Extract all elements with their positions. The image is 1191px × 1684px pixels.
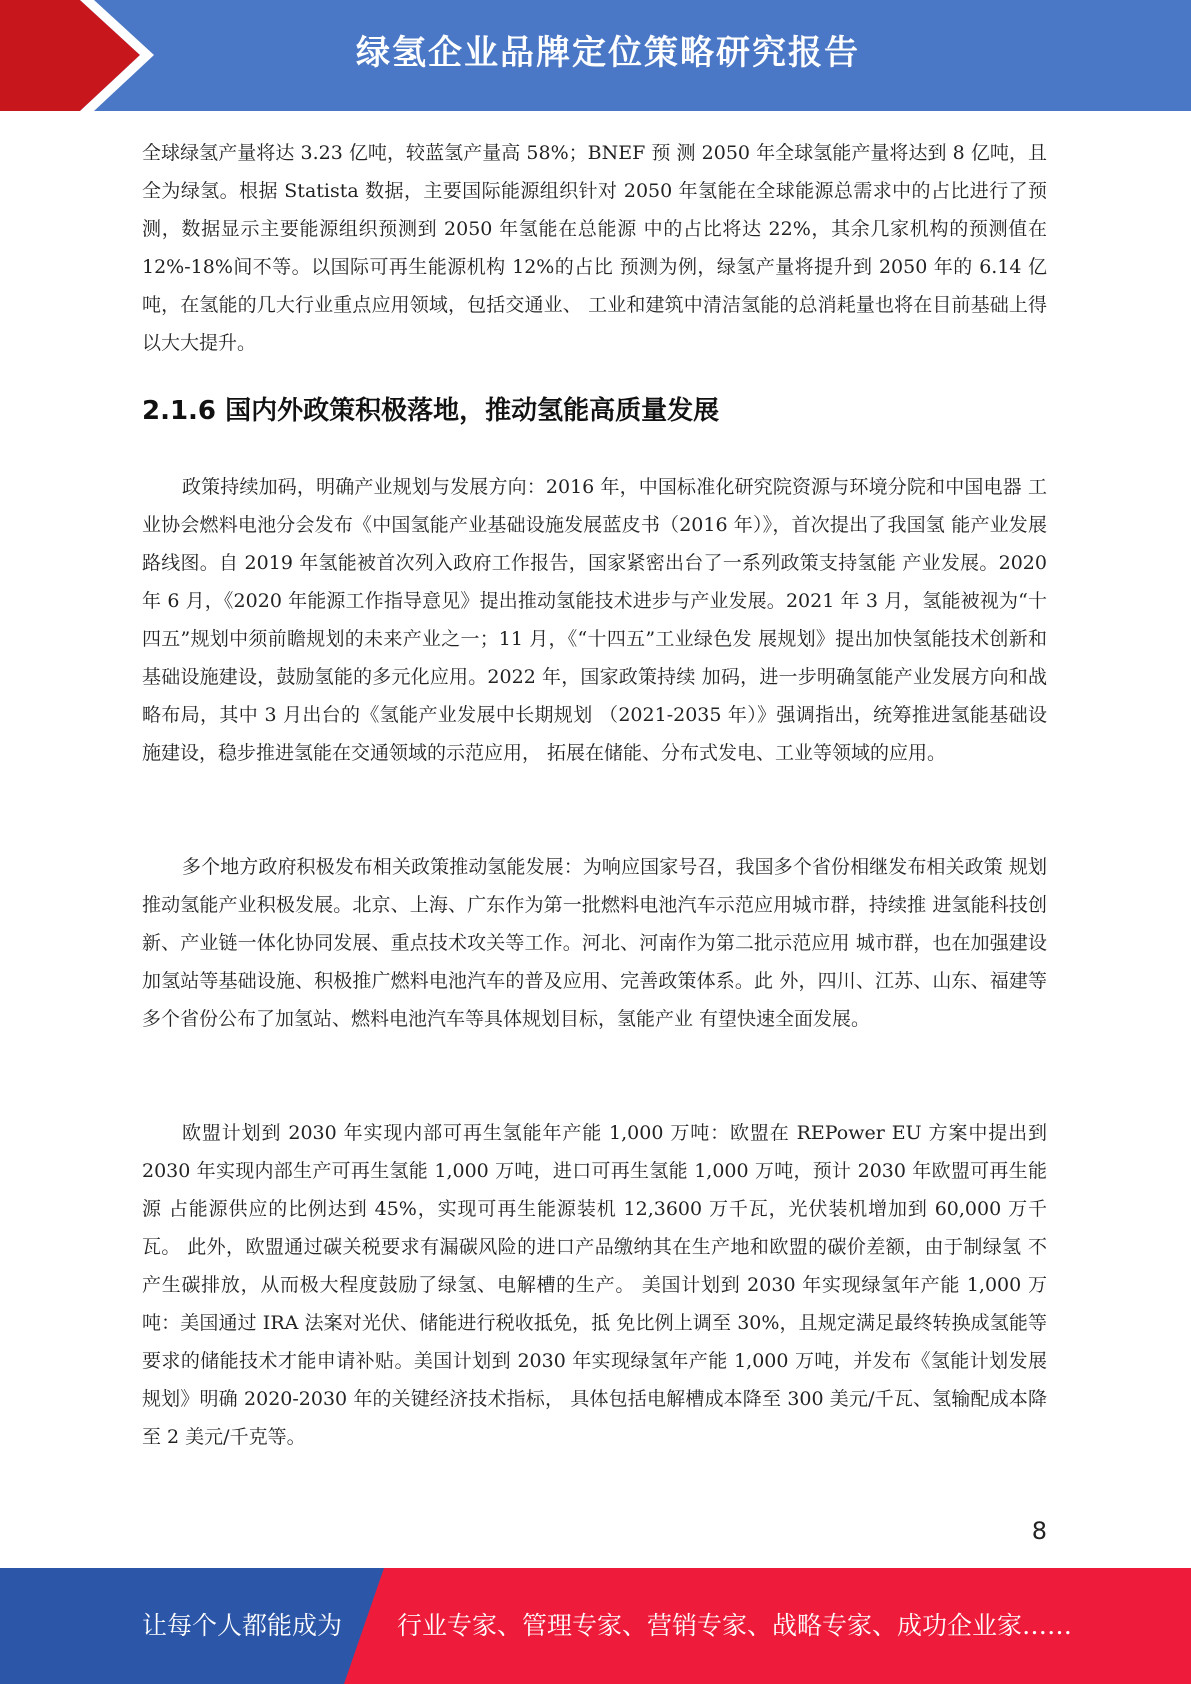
header-arrow-decoration — [0, 0, 160, 111]
document-title: 绿氢企业品牌定位策略研究报告 — [356, 33, 860, 73]
paragraph-eu-us-policy: 欧盟计划到 2030 年实现内部可再生氢能年产能 1,000 万吨：欧盟在 REPower EU 方案中提出到 2030 年实现内部生产可再生氢能 1,000 万吨，进口可再生氢能 1,000 万吨，预计 2030 年欧盟可再生能源 占能源供应的比例达到 45%，实现可再生能源装机 12,3600 万千瓦，光伏装机增加到 60,000 万千瓦。 此外，欧盟通过碳关税要求有漏碳风险的进口产品缴纳其在生产地和欧盟的碳价差额，由于制绿氢 不产生碳排放，从而极大程度鼓励了绿氢、电解槽的生产。 美国计划到 2030 年实现绿氢年产能 1,000 万吨：美国通过 IRA 法案对光伏、储能进行税收抵免，抵 免比例上调至 30%，且规定满足最终转换成氢能等要求的储能技术才能申请补贴。美国计划到 2030 年实现绿氢年产能 1,000 万吨，并发布《氢能计划发展规划》明确 2020-2030 年的关键经济技术指标， 具体包括电解槽成本降至 300 美元/千瓦、氢输配成本降至 2 美元/千克等。 — [142, 1122, 1047, 1448]
paragraph-local-policy: 多个地方政府积极发布相关政策推动氢能发展：为响应国家号召，我国多个省份相继发布相关政策 规划推动氢能产业积极发展。北京、上海、广东作为第一批燃料电池汽车示范应用城市群，持续推 进氢能科技创新、产业链一体化协同发展、重点技术攻关等工作。河北、河南作为第二批示范应用 城市群，也在加强建设加氢站等基础设施、积极推广燃料电池汽车的普及应用、完善政策体系。此 外，四川、江苏、山东、福建等多个省份公布了加氢站、燃料电池汽车等具体规划目标，氢能产业 有望快速全面发展。 — [142, 856, 1047, 1030]
section-heading: 2.1.6 国内外政策积极落地，推动氢能高质量发展 — [142, 396, 720, 426]
page-number: 8 — [1031, 1517, 1047, 1545]
page-content — [142, 134, 1047, 1456]
paragraph-hydrogen-production-forecast: 全球绿氢产量将达 3.23 亿吨，较蓝氢产量高 58%；BNEF 预 测 2050 年全球氢能产量将达到 8 亿吨，且全为绿氢。根据 Statista 数据，主要国际能源组织针对 2050 年氢能在全球能源总需求中的占比进行了预测，数据显示主要能源组织预测到 2050 年氢能在总能源 中的占比将达 22%，其余几家机构的预测值在 12%-18%间不等。以国际可再生能源机构 12%的占比 预测为例，绿氢产量将提升到 2050 年的 6.14 亿吨，在氢能的几大行业重点应用领域，包括交通业、 工业和建筑中清洁氢能的总消耗量也将在目前基础上得以大大提升。 — [142, 142, 1047, 354]
page-header — [0, 0, 1191, 111]
paragraph-national-policy: 政策持续加码，明确产业规划与发展方向：2016 年，中国标准化研究院资源与环境分院和中国电器 工业协会燃料电池分会发布《中国氢能产业基础设施发展蓝皮书（2016 年）》，首次提出了我国氢 能产业发展路线图。自 2019 年氢能被首次列入政府工作报告，国家紧密出台了一系列政策支持氢能 产业发展。2020 年 6 月，《2020 年能源工作指导意见》提出推动氢能技术进步与产业发展。2021 年 3 月，氢能被视为“十四五”规划中须前瞻规划的未来产业之一；11 月，《“十四五”工业绿色发 展规划》提出加快氢能技术创新和基础设施建设，鼓励氢能的多元化应用。2022 年，国家政策持续 加码，进一步明确氢能产业发展方向和战略布局，其中 3 月出台的《氢能产业发展中长期规划 （2021-2035 年）》强调指出，统筹推进氢能基础设施建设，稳步推进氢能在交通领域的示范应用， 拓展在储能、分布式发电、工业等领域的应用。 — [142, 476, 1047, 764]
footer-slogan-right: 行业专家、管理专家、营销专家、战略专家、成功企业家…… — [397, 1611, 1073, 1640]
footer-slogan-left: 让每个人都能成为 — [142, 1611, 343, 1640]
page-footer — [0, 1568, 1191, 1684]
